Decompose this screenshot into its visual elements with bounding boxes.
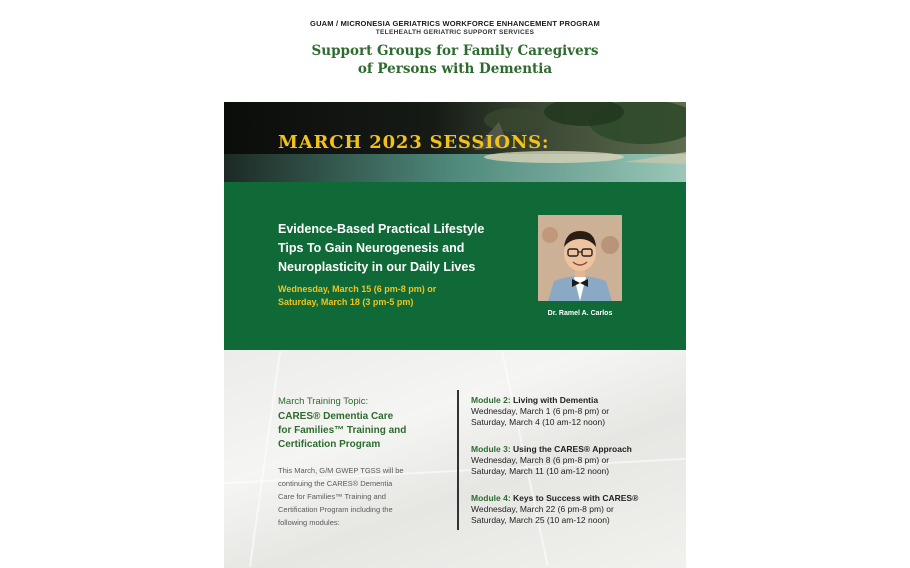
training-title-line-1: CARES® Dementia Care [278,411,394,422]
training-description [278,464,428,529]
module-date-2: Saturday, March 4 (10 am-12 noon) [471,417,606,427]
speaker-portrait [538,215,622,301]
talk-title-line-1: Evidence-Based Practical Lifestyle [278,222,485,236]
module-date-2: Saturday, March 11 (10 am-12 noon) [471,466,610,476]
talk-dates [278,283,518,309]
talk-title [278,220,528,277]
module-name: Keys to Success with CARES® [513,493,639,503]
module-date-2: Saturday, March 25 (10 am-12 noon) [471,515,610,525]
flyer-title-line-1: Support Groups for Family Caregivers [311,43,599,59]
training-section [224,350,686,568]
module-heading [471,395,671,406]
module-4 [471,493,671,526]
training-body-line-3: Care for Families™ Training and [278,492,386,501]
training-body-line-4: Certification Program including the [278,505,393,514]
module-heading [471,493,671,504]
module-date-1: Wednesday, March 22 (6 pm-8 pm) or [471,504,614,514]
speaker-photo [538,215,622,301]
talk-title-line-3: Neuroplasticity in our Daily Lives [278,260,476,274]
training-body-line-1: This March, G/M GWEP TGSS will be [278,466,404,475]
speaker-name: Dr. Ramel A. Carlos [547,310,613,317]
module-2 [471,395,671,428]
flyer-title-line-2: of Persons with Dementia [357,61,553,77]
featured-talk-panel [224,182,686,350]
module-number: Module 3: [471,444,511,454]
sessions-banner [224,102,686,182]
module-heading [471,444,671,455]
training-title-line-3: Certification Program [278,439,381,450]
training-title-line-2: for Families™ Training and [278,425,407,436]
talk-date-2: Saturday, March 18 (3 pm-5 pm) [278,297,414,307]
training-topic-label: March Training Topic: [278,396,369,407]
paper-crease [249,351,281,567]
training-body-line-5: following modules: [278,518,340,527]
module-number: Module 2: [471,395,511,405]
module-number: Module 4: [471,493,511,503]
sessions-title: MARCH 2023 SESSIONS: [278,132,550,153]
talk-date-1: Wednesday, March 15 (6 pm-8 pm) or [278,284,437,294]
column-divider [457,390,459,530]
module-date-1: Wednesday, March 1 (6 pm-8 pm) or [471,406,610,416]
training-topic-title [278,410,428,452]
talk-title-line-2: Tips To Gain Neurogenesis and [278,241,465,255]
services-name: TELEHEALTH GERIATRIC SUPPORT SERVICES [375,29,535,36]
module-3 [471,444,671,477]
module-name: Using the CARES® Approach [513,444,632,454]
program-name: GUAM / MICRONESIA GERIATRICS WORKFORCE ENHANCEMENT PROGRAM [310,19,600,28]
module-date-1: Wednesday, March 8 (6 pm-8 pm) or [471,455,610,465]
module-name: Living with Dementia [513,395,599,405]
flyer-title [0,42,910,78]
training-body-line-2: continuing the CARES® Dementia [278,479,393,488]
